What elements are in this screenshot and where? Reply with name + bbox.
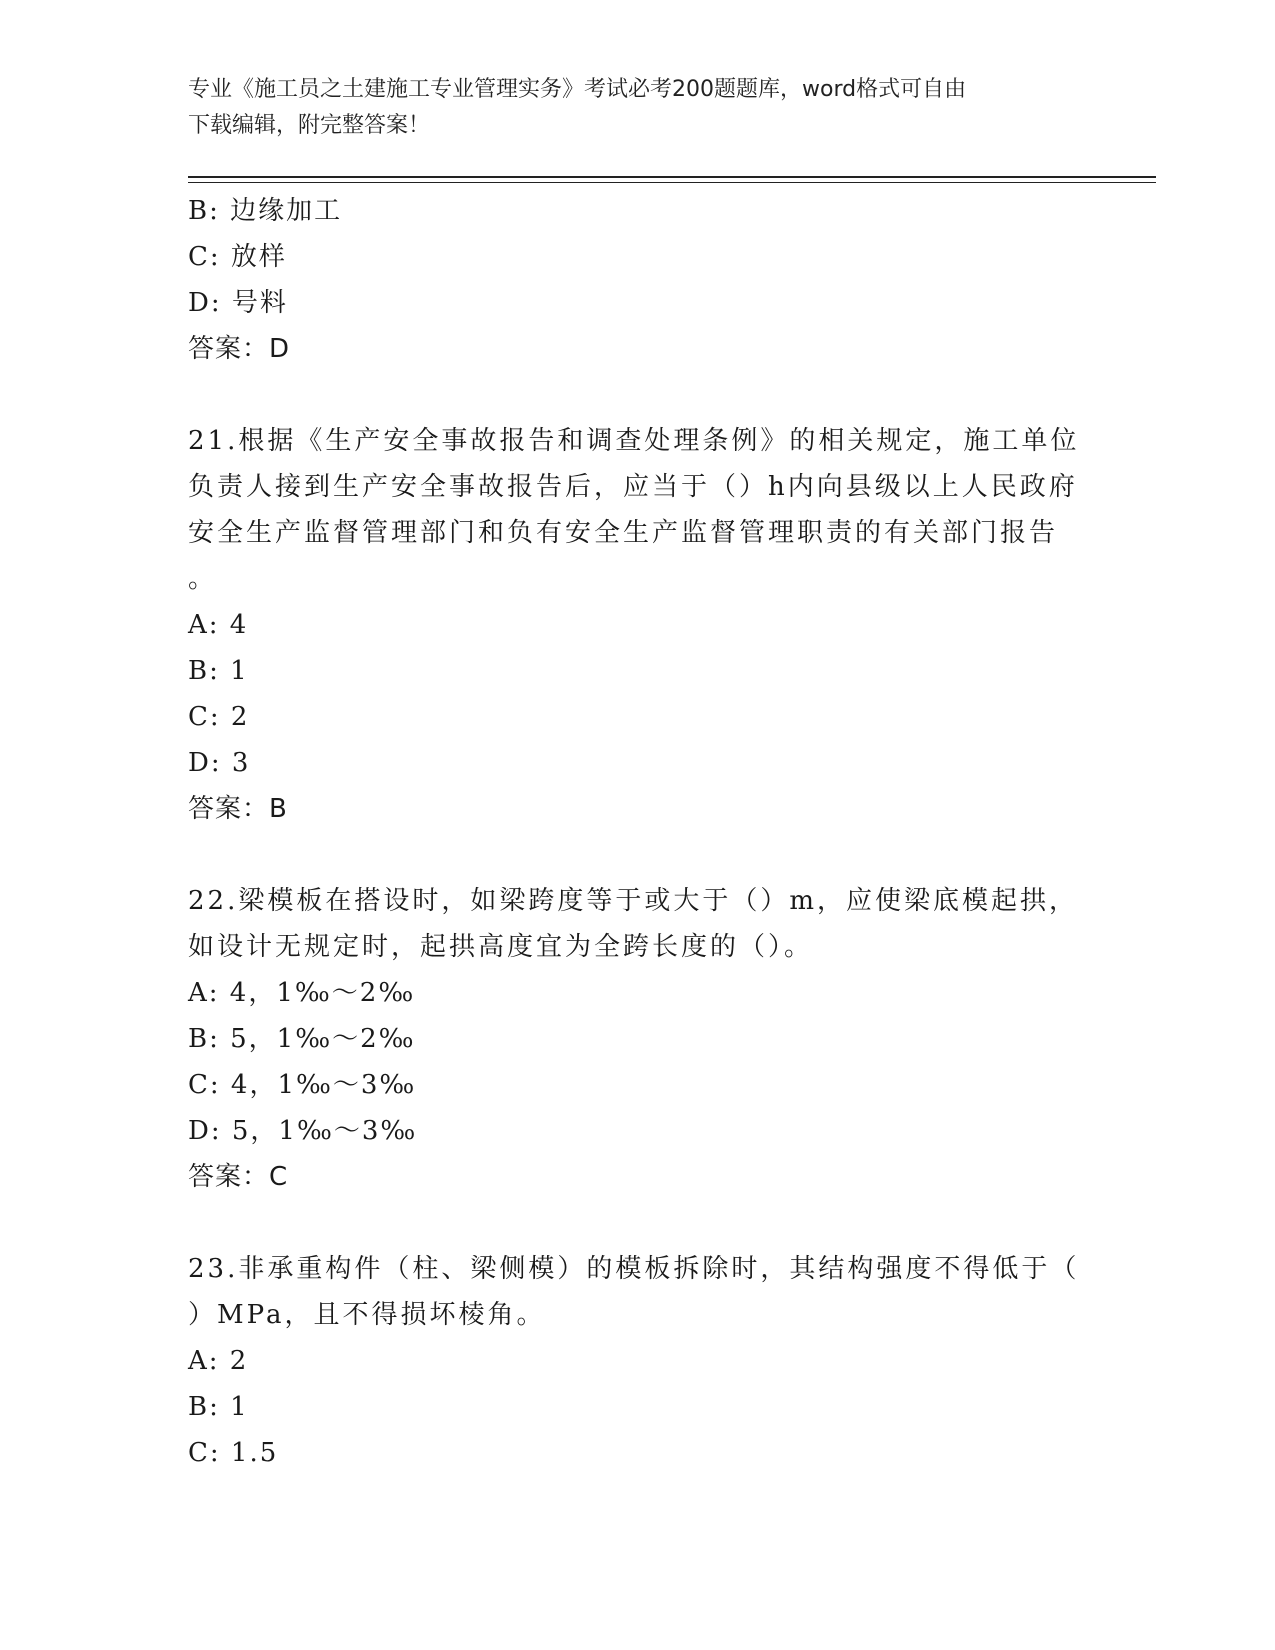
option-d: D: 5，1‰～3‰: [188, 1116, 418, 1146]
option-d: D: 3: [188, 748, 251, 778]
question-23-block: [188, 1246, 1088, 1476]
option-c: C: 1.5: [188, 1438, 279, 1468]
spacer: [188, 1200, 1088, 1246]
question-text-line: 22.梁模板在搭设时，如梁跨度等于或大于（）m，应使梁底模起拱，: [188, 886, 1079, 916]
answer-label: 答案：D: [188, 334, 291, 364]
option-d: D: 号料: [188, 288, 288, 318]
question-20-block: [188, 188, 1088, 372]
header-divider-thick: [188, 176, 1156, 178]
header-divider-thin: [188, 182, 1156, 183]
spacer: [188, 832, 1088, 878]
option-b: B: 1: [188, 656, 249, 686]
spacer: [188, 372, 1088, 418]
option-b: B: 5，1‰～2‰: [188, 1024, 416, 1054]
question-text-line: 负责人接到生产安全事故报告后，应当于（）h内向县级以上人民政府: [188, 472, 1078, 502]
answer-label: 答案：C: [188, 1162, 289, 1192]
question-text-line: ）MPa，且不得损坏棱角。: [188, 1300, 546, 1330]
header-line-2: 下载编辑，附完整答案！: [188, 113, 431, 138]
option-b: B: 边缘加工: [188, 196, 343, 226]
question-22-block: [188, 878, 1088, 1200]
option-c: C: 2: [188, 702, 250, 732]
option-a: A: 4: [188, 610, 249, 640]
header-line-1: 专业《施工员之土建施工专业管理实务》考试必考200题题库，word格式可自由: [188, 77, 967, 102]
option-a: A: 2: [188, 1346, 249, 1376]
question-text-line: 23.非承重构件（柱、梁侧模）的模板拆除时，其结构强度不得低于（: [188, 1254, 1080, 1284]
question-21-block: [188, 418, 1088, 832]
question-text-line: 。: [188, 564, 218, 594]
option-c: C: 4，1‰～3‰: [188, 1070, 417, 1100]
document-body: [188, 188, 1088, 1476]
question-text-line: 21.根据《生产安全事故报告和调查处理条例》的相关规定，施工单位: [188, 426, 1080, 456]
question-text-line: 安全生产监督管理部门和负有安全生产监督管理职责的有关部门报告: [188, 518, 1059, 548]
option-c: C: 放样: [188, 242, 287, 272]
question-text-line: 如设计无规定时，起拱高度宜为全跨长度的（）。: [188, 932, 814, 962]
option-b: B: 1: [188, 1392, 249, 1422]
document-header: [188, 72, 1078, 144]
option-a: A: 4，1‰～2‰: [188, 978, 416, 1008]
answer-label: 答案：B: [188, 794, 288, 824]
